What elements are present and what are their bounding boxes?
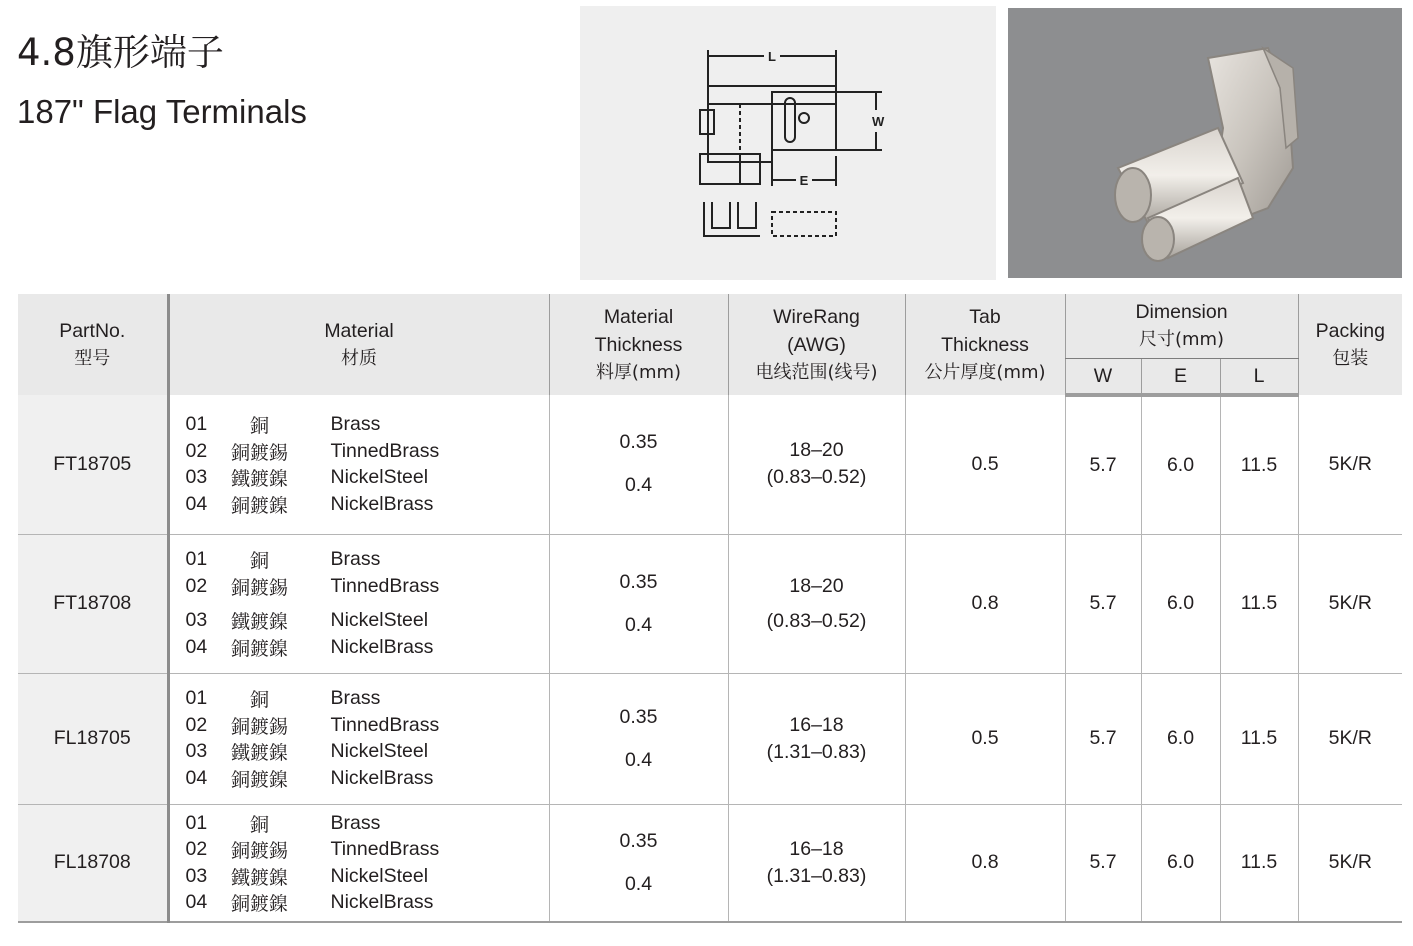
material-cn: 銅 bbox=[249, 550, 269, 573]
material-cell bbox=[168, 673, 549, 804]
material-en: NickelBrass bbox=[330, 891, 434, 913]
header-dim-l: L bbox=[1220, 359, 1298, 396]
header-packing: Packing 包装 bbox=[1298, 294, 1402, 395]
material-cn: 銅鍍錫 bbox=[230, 441, 288, 464]
table-row bbox=[18, 395, 1402, 534]
material-code: 02 bbox=[185, 574, 208, 597]
wire-range-cell bbox=[728, 673, 905, 804]
wire-range-value: (1.31–0.83) bbox=[766, 864, 867, 887]
material-code: 02 bbox=[185, 439, 208, 462]
material-line bbox=[170, 634, 549, 661]
material-code: 03 bbox=[185, 466, 208, 488]
dimension-l-cell: 11.5 bbox=[1220, 395, 1298, 534]
dimension-e-cell: 6.0 bbox=[1141, 673, 1220, 804]
material-en: Brass bbox=[330, 413, 381, 435]
dimension-l-cell: 11.5 bbox=[1220, 804, 1298, 922]
material-cn: 銅鍍鎳 bbox=[230, 494, 288, 517]
thickness-value: 0.35 bbox=[619, 829, 658, 852]
material-cn: 銅 bbox=[249, 813, 269, 836]
material-code: 01 bbox=[185, 548, 208, 571]
material-code: 01 bbox=[185, 687, 208, 710]
part-number-cell: FT18708 bbox=[18, 534, 168, 673]
thickness-value: 0.4 bbox=[624, 613, 653, 636]
page-title-en: 187" Flag Terminals bbox=[17, 93, 307, 130]
wire-range-value: 16–18 bbox=[789, 713, 844, 736]
material-en: NickelBrass bbox=[330, 766, 434, 789]
material-en: NickelSteel bbox=[330, 740, 429, 763]
thickness-value: 0.35 bbox=[619, 431, 658, 454]
material-line bbox=[170, 547, 549, 574]
material-thickness-cell bbox=[549, 534, 728, 673]
material-cn: 鐵鍍鎳 bbox=[230, 866, 288, 889]
material-en: Brass bbox=[330, 687, 381, 710]
thickness-value: 0.4 bbox=[624, 748, 653, 771]
dimension-e-label: E bbox=[799, 173, 809, 188]
header-part-no: PartNo. 型号 bbox=[18, 294, 168, 395]
product-photo bbox=[1008, 8, 1402, 278]
wire-range-value: (0.83–0.52) bbox=[766, 466, 867, 489]
spec-table bbox=[18, 294, 1402, 923]
header-dim-w: W bbox=[1065, 359, 1141, 396]
material-cn: 銅鍍錫 bbox=[230, 840, 288, 862]
tab-thickness-cell: 0.5 bbox=[905, 673, 1065, 804]
material-code: 04 bbox=[185, 635, 208, 658]
wire-range-value: 18–20 bbox=[789, 439, 844, 462]
material-code: 04 bbox=[185, 891, 208, 913]
material-code: 04 bbox=[185, 492, 208, 515]
material-code: 03 bbox=[185, 609, 208, 632]
material-line bbox=[170, 863, 549, 890]
material-cell bbox=[168, 534, 549, 673]
tab-thickness-cell: 0.5 bbox=[905, 395, 1065, 534]
wire-range-cell bbox=[728, 804, 905, 922]
dimension-w-cell: 5.7 bbox=[1065, 395, 1141, 534]
tab-thickness-cell: 0.8 bbox=[905, 804, 1065, 922]
material-en: TinnedBrass bbox=[330, 574, 440, 597]
packing-cell: 5K/R bbox=[1298, 395, 1402, 534]
material-cn: 鐵鍍鎳 bbox=[230, 468, 288, 490]
material-line bbox=[170, 836, 549, 863]
material-en: NickelSteel bbox=[330, 609, 429, 632]
page-title-cn: 4.8旗形端子 bbox=[17, 31, 224, 74]
wire-range-value: 18–20 bbox=[789, 574, 844, 597]
material-thickness-cell bbox=[549, 804, 728, 922]
part-number-cell: FL18705 bbox=[18, 673, 168, 804]
wire-range-value: (1.31–0.83) bbox=[766, 740, 867, 763]
table-row bbox=[18, 673, 1402, 804]
dimension-w-cell: 5.7 bbox=[1065, 673, 1141, 804]
material-code: 04 bbox=[185, 766, 208, 789]
material-en: TinnedBrass bbox=[330, 439, 440, 462]
material-thickness-cell bbox=[549, 673, 728, 804]
wire-range-value: (0.83–0.52) bbox=[766, 609, 867, 632]
dimension-w-cell: 5.7 bbox=[1065, 804, 1141, 922]
material-en: TinnedBrass bbox=[330, 838, 440, 860]
material-line bbox=[170, 765, 549, 792]
material-cn: 銅鍍鎳 bbox=[230, 637, 288, 660]
dimension-e-cell: 6.0 bbox=[1141, 804, 1220, 922]
material-line bbox=[170, 491, 549, 518]
header-dim-e: E bbox=[1141, 359, 1220, 396]
material-cn: 銅鍍錫 bbox=[230, 576, 288, 599]
tab-thickness-cell: 0.8 bbox=[905, 534, 1065, 673]
material-en: Brass bbox=[330, 548, 381, 571]
material-line bbox=[170, 889, 549, 916]
flag-terminal-drawing-icon bbox=[580, 6, 996, 280]
material-code: 02 bbox=[185, 713, 208, 736]
header-wire-range: WireRang (AWG) 电线范围(线号) bbox=[728, 294, 905, 395]
material-line bbox=[170, 438, 549, 465]
header-tab-thickness: Tab Thickness 公片厚度(mm) bbox=[905, 294, 1065, 395]
material-en: TinnedBrass bbox=[330, 713, 440, 736]
header-dimension: Dimension 尺寸(mm) bbox=[1065, 294, 1298, 359]
material-thickness-cell bbox=[549, 395, 728, 534]
material-code: 03 bbox=[185, 864, 208, 887]
header-material-thickness: Material Thickness 料厚(mm) bbox=[549, 294, 728, 395]
dimension-l-cell: 11.5 bbox=[1220, 673, 1298, 804]
material-cn: 銅鍍鎳 bbox=[230, 893, 288, 915]
material-cell bbox=[168, 395, 549, 534]
material-line bbox=[170, 810, 549, 837]
material-line bbox=[170, 573, 549, 600]
material-en: NickelBrass bbox=[330, 492, 434, 515]
material-line bbox=[170, 686, 549, 713]
material-en: NickelBrass bbox=[330, 635, 434, 658]
material-cn: 銅鍍鎳 bbox=[230, 768, 288, 791]
header-material: Material 材质 bbox=[168, 294, 549, 395]
part-number-cell: FL18708 bbox=[18, 804, 168, 922]
wire-range-cell bbox=[728, 534, 905, 673]
material-line bbox=[170, 464, 549, 491]
dimension-w-cell: 5.7 bbox=[1065, 534, 1141, 673]
material-line bbox=[170, 608, 549, 635]
material-line bbox=[170, 712, 549, 739]
thickness-value: 0.35 bbox=[619, 570, 658, 593]
material-cn: 銅 bbox=[249, 689, 269, 712]
material-en: Brass bbox=[330, 811, 381, 834]
material-code: 03 bbox=[185, 740, 208, 763]
dimension-e-cell: 6.0 bbox=[1141, 534, 1220, 673]
packing-cell: 5K/R bbox=[1298, 673, 1402, 804]
table-row bbox=[18, 534, 1402, 673]
material-cn: 鐵鍍鎳 bbox=[230, 611, 288, 634]
dimension-w-label: W bbox=[872, 114, 885, 129]
material-line bbox=[170, 739, 549, 766]
material-cn: 鐵鍍鎳 bbox=[230, 742, 288, 765]
table-row bbox=[18, 804, 1402, 922]
material-cn: 銅鍍錫 bbox=[230, 715, 288, 738]
packing-cell: 5K/R bbox=[1298, 804, 1402, 922]
material-code: 01 bbox=[185, 413, 208, 435]
technical-drawing bbox=[580, 6, 996, 280]
thickness-value: 0.4 bbox=[624, 872, 653, 895]
thickness-value: 0.4 bbox=[624, 474, 653, 497]
flag-terminal-photo-icon bbox=[1008, 8, 1402, 278]
material-cell bbox=[168, 804, 549, 922]
material-code: 01 bbox=[185, 811, 208, 834]
packing-cell: 5K/R bbox=[1298, 534, 1402, 673]
material-line bbox=[170, 411, 549, 438]
dimension-e-cell: 6.0 bbox=[1141, 395, 1220, 534]
dimension-l-cell: 11.5 bbox=[1220, 534, 1298, 673]
dimension-l-label: L bbox=[768, 49, 776, 64]
part-number-cell: FT18705 bbox=[18, 395, 168, 534]
material-cn: 銅 bbox=[249, 415, 269, 437]
wire-range-cell bbox=[728, 395, 905, 534]
material-en: NickelSteel bbox=[330, 864, 429, 887]
thickness-value: 0.35 bbox=[619, 705, 658, 728]
wire-range-value: 16–18 bbox=[789, 837, 844, 860]
material-en: NickelSteel bbox=[330, 466, 429, 488]
material-code: 02 bbox=[185, 838, 208, 860]
